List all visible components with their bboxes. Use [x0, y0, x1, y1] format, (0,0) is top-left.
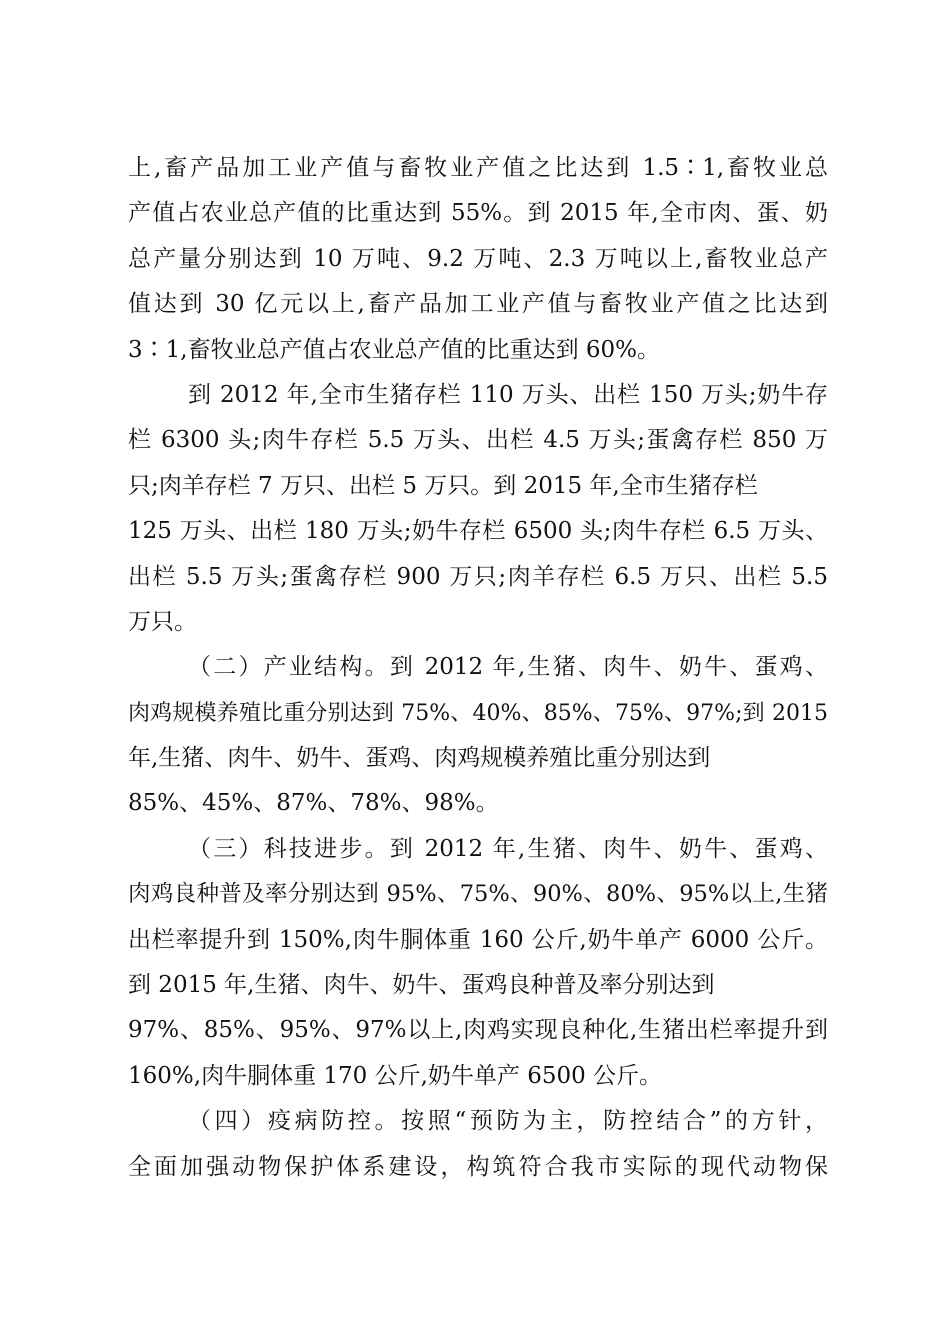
- text-line: 3∶1,畜牧业总产值占农业总产值的比重达到 60%。: [128, 336, 661, 363]
- text-line: （二）产业结构。到 2012 年,生猪、肉牛、奶牛、蛋鸡、: [188, 654, 828, 681]
- text-line: 只;肉羊存栏 7 万只、出栏 5 万只。到 2015 年,全市生猪存栏: [128, 472, 758, 499]
- text-line: 出栏 5.5 万头;蛋禽存栏 900 万只;肉羊存栏 6.5 万只、出栏 5.5: [128, 563, 828, 590]
- text-line: 栏 6300 头;肉牛存栏 5.5 万头、出栏 4.5 万头;蛋禽存栏 850 万: [128, 427, 828, 454]
- text-line: 全面加强动物保护体系建设，构筑符合我市实际的现代动物保: [128, 1153, 828, 1180]
- text-line: （三）科技进步。到 2012 年,生猪、肉牛、奶牛、蛋鸡、: [188, 835, 828, 862]
- document-body: [128, 146, 828, 1190]
- text-line: 肉鸡良种普及率分别达到 95%、75%、90%、80%、95%以上,生猪: [128, 881, 828, 908]
- text-line: 年,生猪、肉牛、奶牛、蛋鸡、肉鸡规模养殖比重分别达到: [128, 745, 711, 772]
- text-line: 上,畜产品加工业产值与畜牧业产值之比达到 1.5∶1,畜牧业总: [128, 155, 828, 181]
- text-line: 125 万头、出栏 180 万头;奶牛存栏 6500 头;肉牛存栏 6.5 万头、: [128, 518, 828, 545]
- text-line: 160%,肉牛胴体重 170 公斤,奶牛单产 6500 公斤。: [128, 1062, 663, 1089]
- text-line: 肉鸡规模养殖比重分别达到 75%、40%、85%、75%、97%;到 2015: [128, 700, 828, 726]
- text-line: 值达到 30 亿元以上,畜产品加工业产值与畜牧业产值之比达到: [128, 291, 828, 318]
- text-line: 到 2015 年,生猪、肉牛、奶牛、蛋鸡良种普及率分别达到: [128, 972, 715, 999]
- text-line: 到 2012 年,全市生猪存栏 110 万头、出栏 150 万头;奶牛存: [188, 381, 828, 408]
- text-line: 85%、45%、87%、78%、98%。: [128, 790, 499, 817]
- text-line: 万只。: [128, 608, 197, 635]
- text-line: （四）疫病防控。按照“预防为主，防控结合”的方针，: [188, 1108, 828, 1135]
- text-line: 产值占农业总产值的比重达到 55%。到 2015 年,全市肉、蛋、奶: [128, 200, 828, 227]
- text-line: 97%、85%、95%、97%以上,肉鸡实现良种化,生猪出栏率提升到: [128, 1017, 828, 1044]
- text-line: 出栏率提升到 150%,肉牛胴体重 160 公斤,奶牛单产 6000 公斤。: [128, 926, 828, 953]
- text-line: 总产量分别达到 10 万吨、9.2 万吨、2.3 万吨以上,畜牧业总产: [128, 245, 828, 272]
